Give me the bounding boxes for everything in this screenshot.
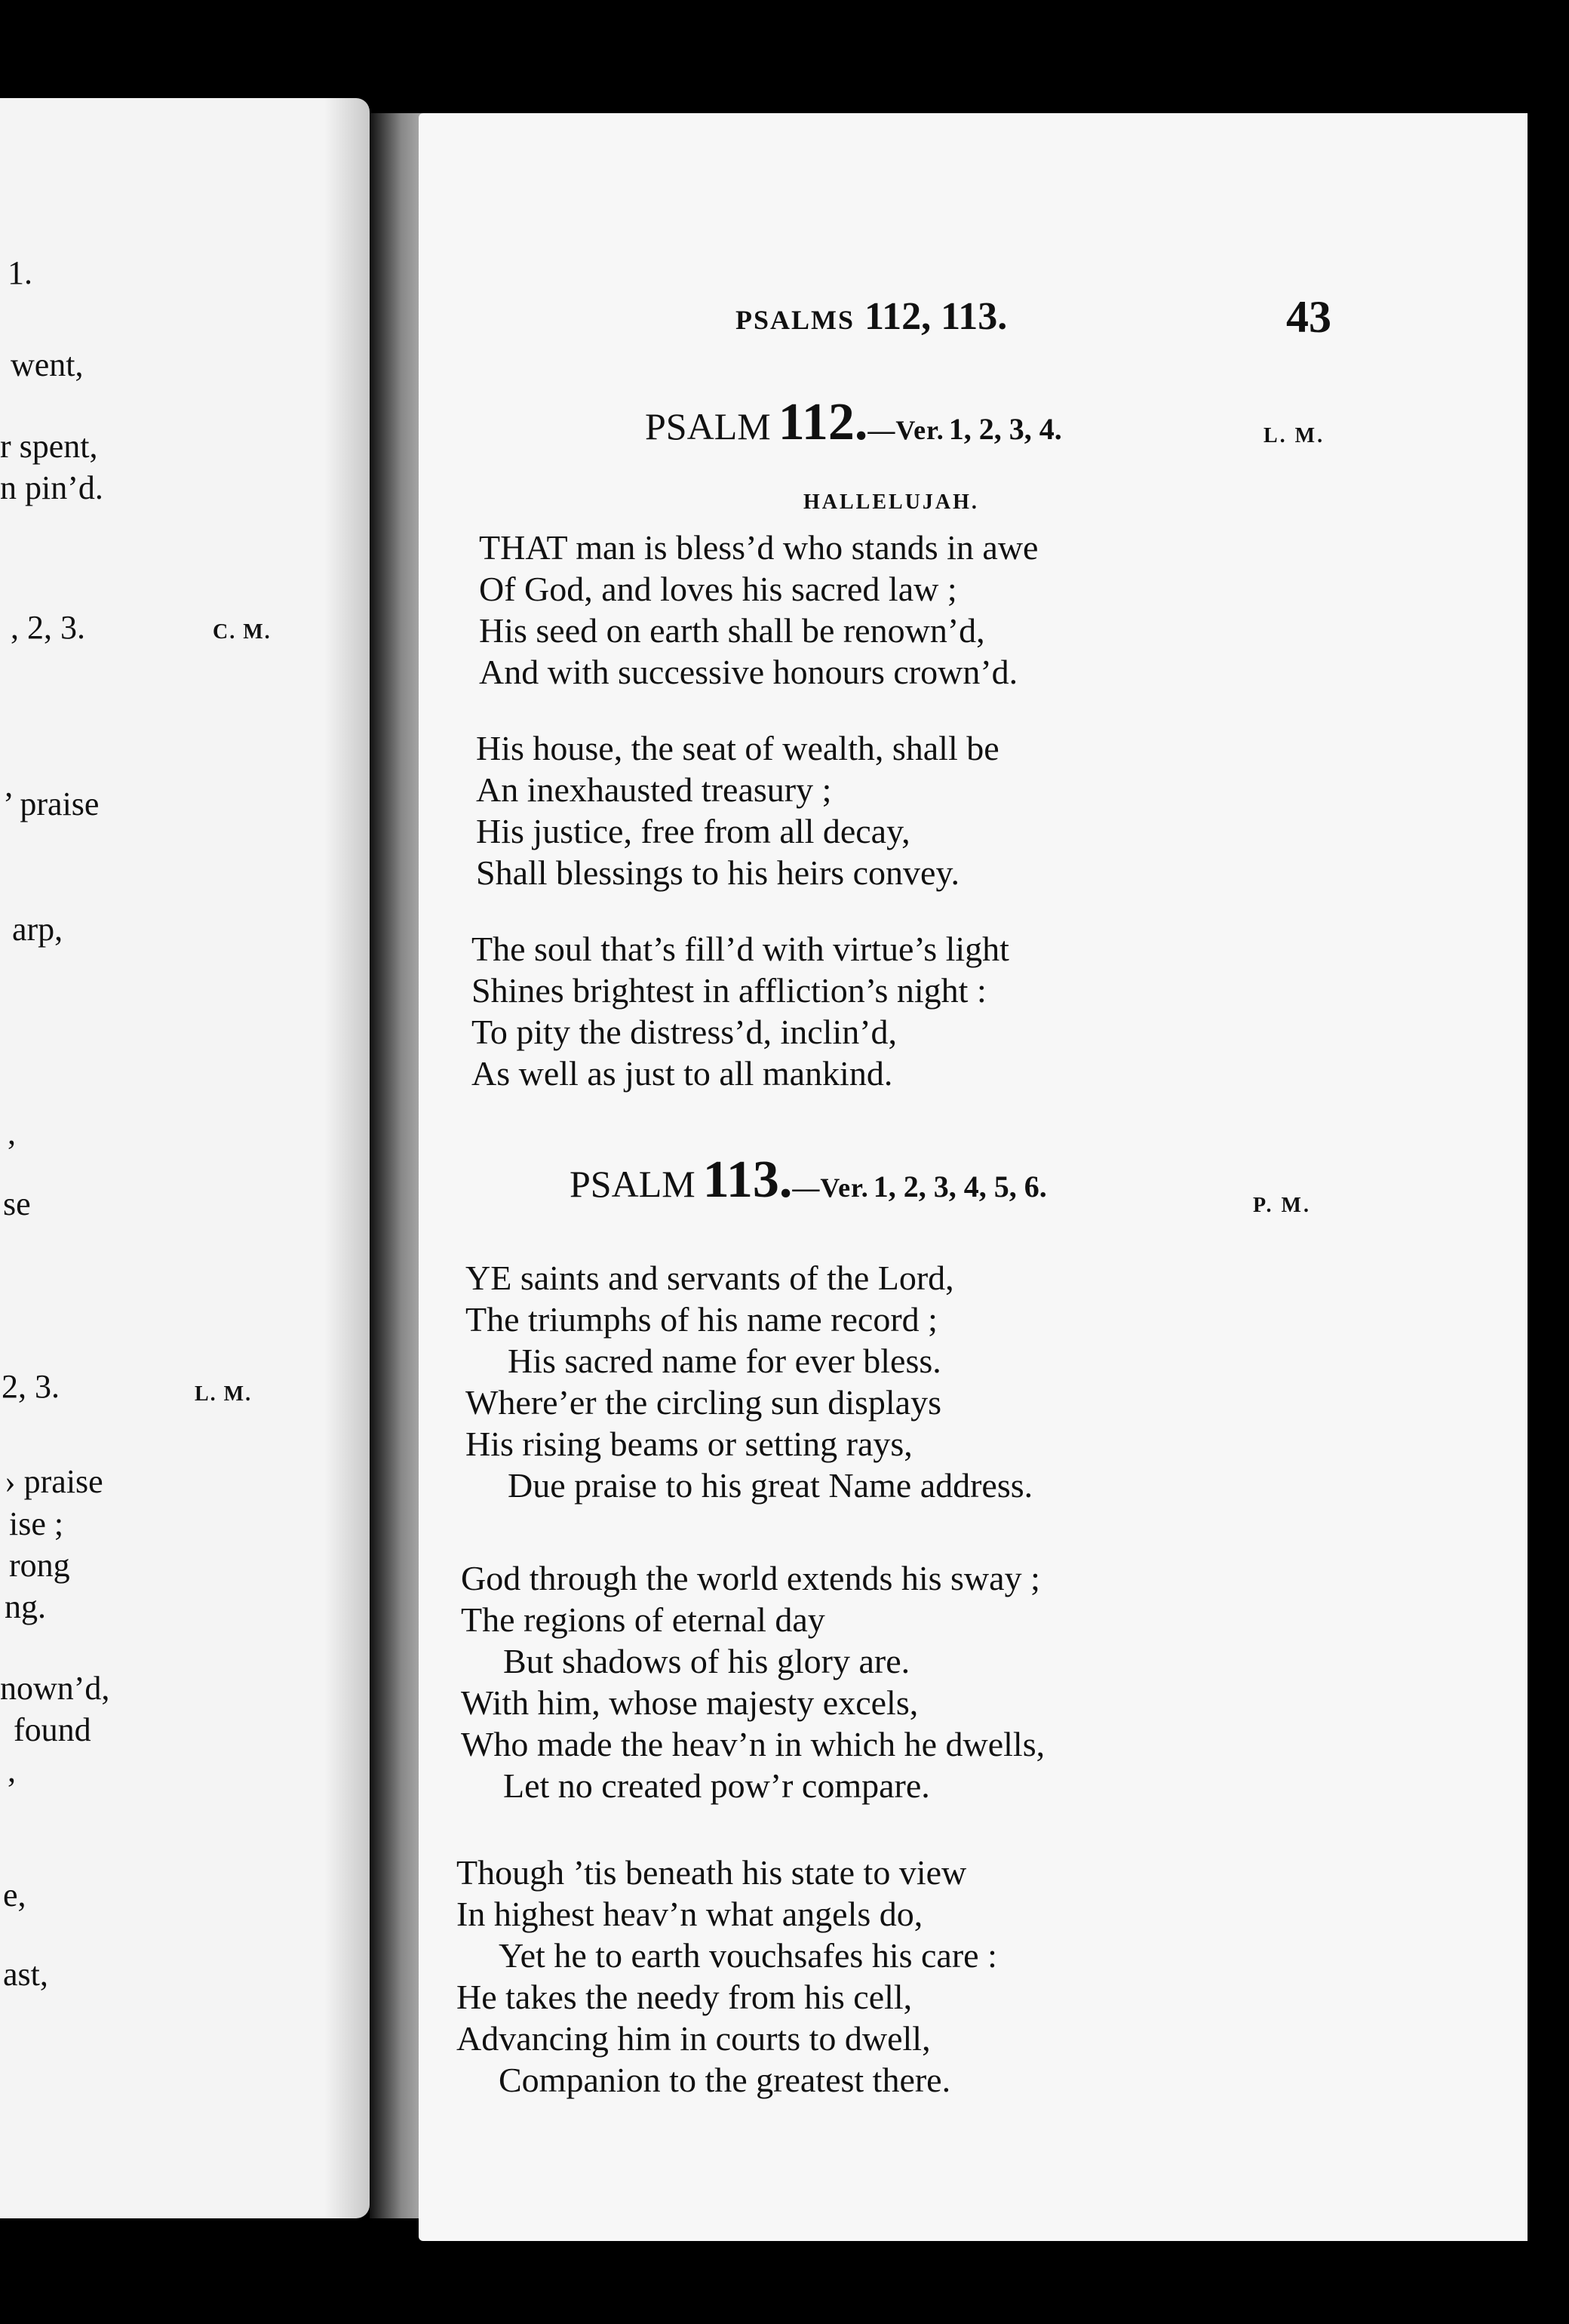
verse-line: To pity the distress’d, inclin’d, bbox=[471, 1013, 898, 1051]
verse-numbers: 1, 2, 3, 4. bbox=[948, 412, 1062, 446]
verse-line: The triumphs of his name record ; bbox=[465, 1300, 938, 1339]
psalm-113-heading bbox=[570, 1150, 1047, 1210]
left-page-fragment: found bbox=[14, 1711, 91, 1748]
running-head-prefix: PSALMS bbox=[735, 305, 855, 335]
verse-numbers: 1, 2, 3, 4, 5, 6. bbox=[873, 1170, 1047, 1204]
verse-line: YE saints and servants of the Lord, bbox=[465, 1259, 954, 1297]
psalm-112-subtitle: HALLELUJAH. bbox=[803, 490, 979, 514]
left-page-fragment: ng. bbox=[5, 1588, 46, 1625]
verse-line: With him, whose majesty excels, bbox=[461, 1683, 919, 1722]
psalm-113-stanza-2 bbox=[461, 1557, 1045, 1806]
left-page-fragment: se bbox=[3, 1185, 31, 1222]
verse-line: Who made the heav’n in which he dwells, bbox=[461, 1725, 1045, 1763]
verse-line: The soul that’s fill’d with virtue’s light bbox=[471, 930, 1009, 968]
left-page-fragment: e, bbox=[3, 1877, 26, 1914]
left-page-fragment: ise ; bbox=[9, 1505, 64, 1542]
left-page-fragment: 1. bbox=[8, 254, 32, 291]
left-page-fragment: went, bbox=[11, 346, 84, 383]
verse-line: His sacred name for ever bless. bbox=[508, 1342, 941, 1380]
left-page-fragment: n pin’d. bbox=[0, 469, 103, 506]
verse-line: Advancing him in courts to dwell, bbox=[456, 2019, 931, 2058]
left-page-fragment: rong bbox=[9, 1547, 70, 1584]
psalm-112-meter: L. M. bbox=[1263, 424, 1325, 447]
verse-label: —Ver. bbox=[867, 415, 944, 445]
verse-line: His justice, free from all decay, bbox=[476, 812, 910, 850]
verse-line: Though ’tis beneath his state to view bbox=[456, 1853, 967, 1892]
running-head bbox=[735, 294, 1007, 339]
page-number: 43 bbox=[1286, 292, 1331, 342]
psalm-112-stanza-1 bbox=[479, 527, 1038, 693]
verse-line: And with successive honours crown’d. bbox=[479, 653, 1018, 691]
psalm-label: PSALM bbox=[645, 405, 771, 447]
left-page-fragment: › praise bbox=[5, 1463, 103, 1500]
left-page-fragment: arp, bbox=[12, 911, 63, 948]
verse-line: Yet he to earth vouchsafes his care : bbox=[499, 1936, 997, 1975]
verse-line: God through the world extends his sway ; bbox=[461, 1559, 1040, 1597]
verse-line: As well as just to all mankind. bbox=[471, 1054, 893, 1093]
left-page-fragment: , bbox=[8, 1114, 16, 1151]
verse-line: Of God, and loves his sacred law ; bbox=[479, 570, 957, 608]
left-page-fragment: ’ praise bbox=[3, 785, 100, 822]
psalm-113-stanza-3 bbox=[456, 1852, 997, 2101]
book-spine bbox=[370, 113, 422, 2218]
left-page-fragment: nown’d, bbox=[0, 1670, 110, 1707]
left-page-fragment: , bbox=[8, 1752, 16, 1789]
verse-line: His rising beams or setting rays, bbox=[465, 1425, 913, 1463]
psalm-112-heading bbox=[645, 392, 1062, 453]
psalm-113-stanza-1 bbox=[465, 1257, 1033, 1506]
verse-line: Shines brightest in affliction’s night : bbox=[471, 971, 987, 1010]
verse-line: Due praise to his great Name address. bbox=[508, 1466, 1033, 1505]
psalm-112-stanza-3 bbox=[471, 928, 1009, 1094]
verse-line: His seed on earth shall be renown’d, bbox=[479, 611, 985, 650]
verse-label: —Ver. bbox=[792, 1173, 869, 1203]
verse-line: His house, the seat of wealth, shall be bbox=[476, 729, 999, 767]
left-page-fragment: , 2, 3. bbox=[11, 609, 85, 646]
left-page-fragment: 2, 3. bbox=[2, 1368, 60, 1405]
psalm-113-meter: P. M. bbox=[1253, 1194, 1311, 1217]
verse-line: The regions of eternal day bbox=[461, 1600, 825, 1639]
left-page bbox=[0, 98, 370, 2218]
left-page-gutter-shadow bbox=[324, 98, 370, 2218]
verse-line: THAT man is bless’d who stands in awe bbox=[479, 528, 1039, 567]
left-page-meter: C. M. bbox=[213, 620, 272, 644]
left-page-fragment: ast, bbox=[3, 1956, 48, 1993]
verse-line: But shadows of his glory are. bbox=[503, 1642, 910, 1680]
verse-line: Where’er the circling sun displays bbox=[465, 1383, 941, 1422]
verse-line: An inexhausted treasury ; bbox=[476, 770, 832, 809]
psalm-number: 113. bbox=[702, 1151, 793, 1209]
verse-line: Let no created pow’r compare. bbox=[503, 1766, 930, 1805]
psalm-label: PSALM bbox=[570, 1163, 695, 1205]
verse-line: Shall blessings to his heirs convey. bbox=[476, 853, 960, 892]
left-page-fragment: r spent, bbox=[0, 428, 98, 465]
psalm-number: 112. bbox=[778, 393, 868, 451]
psalm-112-stanza-2 bbox=[476, 727, 999, 893]
left-page-meter: L. M. bbox=[195, 1382, 253, 1406]
verse-line: He takes the needy from his cell, bbox=[456, 1978, 913, 2016]
right-page bbox=[419, 113, 1528, 2241]
verse-line: Companion to the greatest there. bbox=[499, 2061, 951, 2099]
verse-line: In highest heav’n what angels do, bbox=[456, 1895, 923, 1933]
running-head-numbers: 112, 113. bbox=[864, 295, 1008, 338]
